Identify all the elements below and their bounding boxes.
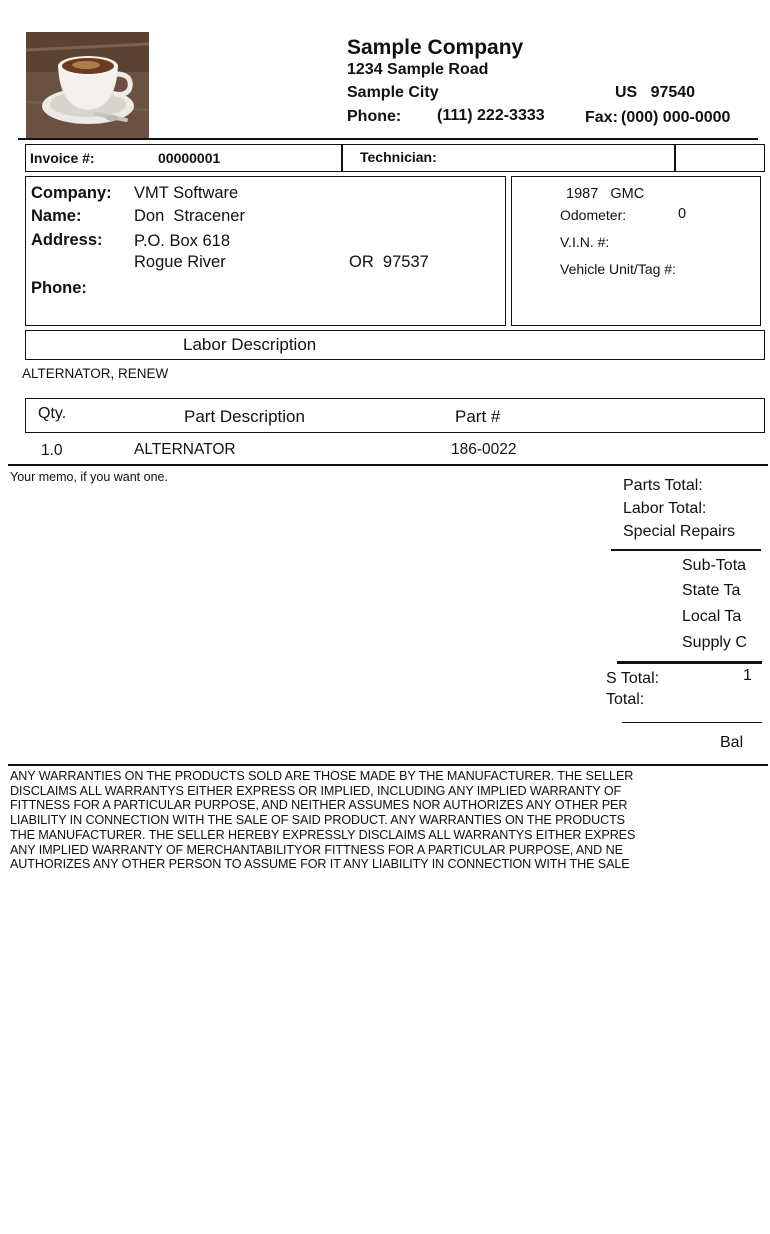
customer-company: VMT Software <box>134 184 239 202</box>
company-city: Sample City <box>347 84 439 101</box>
disclaimer-text <box>10 769 770 872</box>
disclaimer-line: FITTNESS FOR A PARTICULAR PURPOSE, AND NEITHER ASSUMES NOR AUTHORIZES ANY OTHER PER <box>10 798 628 813</box>
disclaimer-line: THE MANUFACTURER. THE SELLER HEREBY EXPRESSLY DISCLAIMS ALL WARRANTYS EITHER EXPRES <box>10 827 636 842</box>
coffee-cup-icon <box>26 32 149 138</box>
technician-label: Technician: <box>360 149 437 165</box>
parts-row-description: ALTERNATOR <box>134 441 236 458</box>
customer-address-label: Address: <box>31 231 103 249</box>
company-name: Sample Company <box>347 36 524 59</box>
vehicle-year-make: 1987 GMC <box>566 186 645 202</box>
invoice-number: 00000001 <box>158 150 221 166</box>
memo-text: Your memo, if you want one. <box>10 470 168 484</box>
company-address: 1234 Sample Road <box>347 61 489 78</box>
s-total-value: 1 <box>743 667 752 684</box>
parts-bottom-divider <box>8 464 768 466</box>
company-fax: (000) 000-0000 <box>621 109 731 126</box>
company-phone: (111) 222-3333 <box>437 107 545 124</box>
vehicle-odometer-label: Odometer: <box>560 207 627 223</box>
disclaimer-line: ANY WARRANTIES ON THE PRODUCTS SOLD ARE THOSE MADE BY THE MANUFACTURER. THE SELLER <box>10 769 634 783</box>
labor-header: Labor Description <box>183 335 317 354</box>
balance-label: Bal <box>720 734 744 751</box>
customer-phone-label: Phone: <box>31 279 87 297</box>
technician-extra-box <box>675 144 765 172</box>
disclaimer-line: AUTHORIZES ANY OTHER PERSON TO ASSUME FOR IT ANY LIABILITY IN CONNECTION WITH THE SALE <box>10 857 630 872</box>
local-tax-label: Local Ta <box>682 608 742 625</box>
labor-item: ALTERNATOR, RENEW <box>22 366 169 381</box>
parts-header-qty: Qty. <box>38 405 67 422</box>
company-logo <box>26 32 149 138</box>
labor-total-label: Labor Total: <box>623 500 707 517</box>
company-country-zip: US 97540 <box>615 84 696 101</box>
customer-name: Don Stracener <box>134 207 245 225</box>
vehicle-odometer: 0 <box>678 206 687 222</box>
vehicle-unit-label: Vehicle Unit/Tag #: <box>560 261 676 277</box>
s-total-label: S Total: <box>606 670 660 687</box>
header-divider <box>18 138 758 140</box>
totals-divider-2 <box>617 661 762 664</box>
parts-total-label: Parts Total: <box>623 477 703 494</box>
customer-state-zip: OR 97537 <box>349 253 429 271</box>
customer-address: P.O. Box 618 <box>134 232 231 250</box>
supply-label: Supply C <box>682 634 747 651</box>
customer-city: Rogue River <box>134 253 226 271</box>
totals-divider-1 <box>611 549 761 551</box>
state-tax-label: State Ta <box>682 582 741 599</box>
parts-row-qty: 1.0 <box>41 442 63 459</box>
disclaimer-line: DISCLAIMS ALL WARRANTYS EITHER EXPRESS OR IMPLIED, INCLUDING ANY IMPLIED WARRANTY OF <box>10 783 622 798</box>
vehicle-vin-label: V.I.N. #: <box>560 234 610 250</box>
disclaimer-divider <box>8 764 768 766</box>
subtotal-label: Sub-Tota <box>682 557 747 574</box>
parts-header-part-no: Part # <box>455 407 501 426</box>
invoice-number-label: Invoice #: <box>30 150 95 166</box>
disclaimer-line: ANY IMPLIED WARRANTY OF MERCHANTABILITYOR FITTNESS FOR A PARTICULAR PURPOSE, AND NE <box>10 842 623 857</box>
company-phone-label: Phone: <box>347 108 402 125</box>
labor-header-box <box>25 330 765 360</box>
totals-divider-3 <box>622 722 762 723</box>
parts-row-part-no: 186-0022 <box>451 441 517 458</box>
customer-company-label: Company: <box>31 184 112 202</box>
total-label: Total: <box>606 691 645 708</box>
parts-header-box <box>25 398 765 433</box>
special-repairs-label: Special Repairs <box>623 523 736 540</box>
parts-header-description: Part Description <box>184 407 305 426</box>
disclaimer-line: LIABILITY IN CONNECTION WITH THE SALE OF SAID PRODUCT. ANY WARRANTIES ON THE PRODUCTS <box>10 813 625 828</box>
company-fax-label: Fax: <box>585 109 618 126</box>
customer-name-label: Name: <box>31 207 82 225</box>
